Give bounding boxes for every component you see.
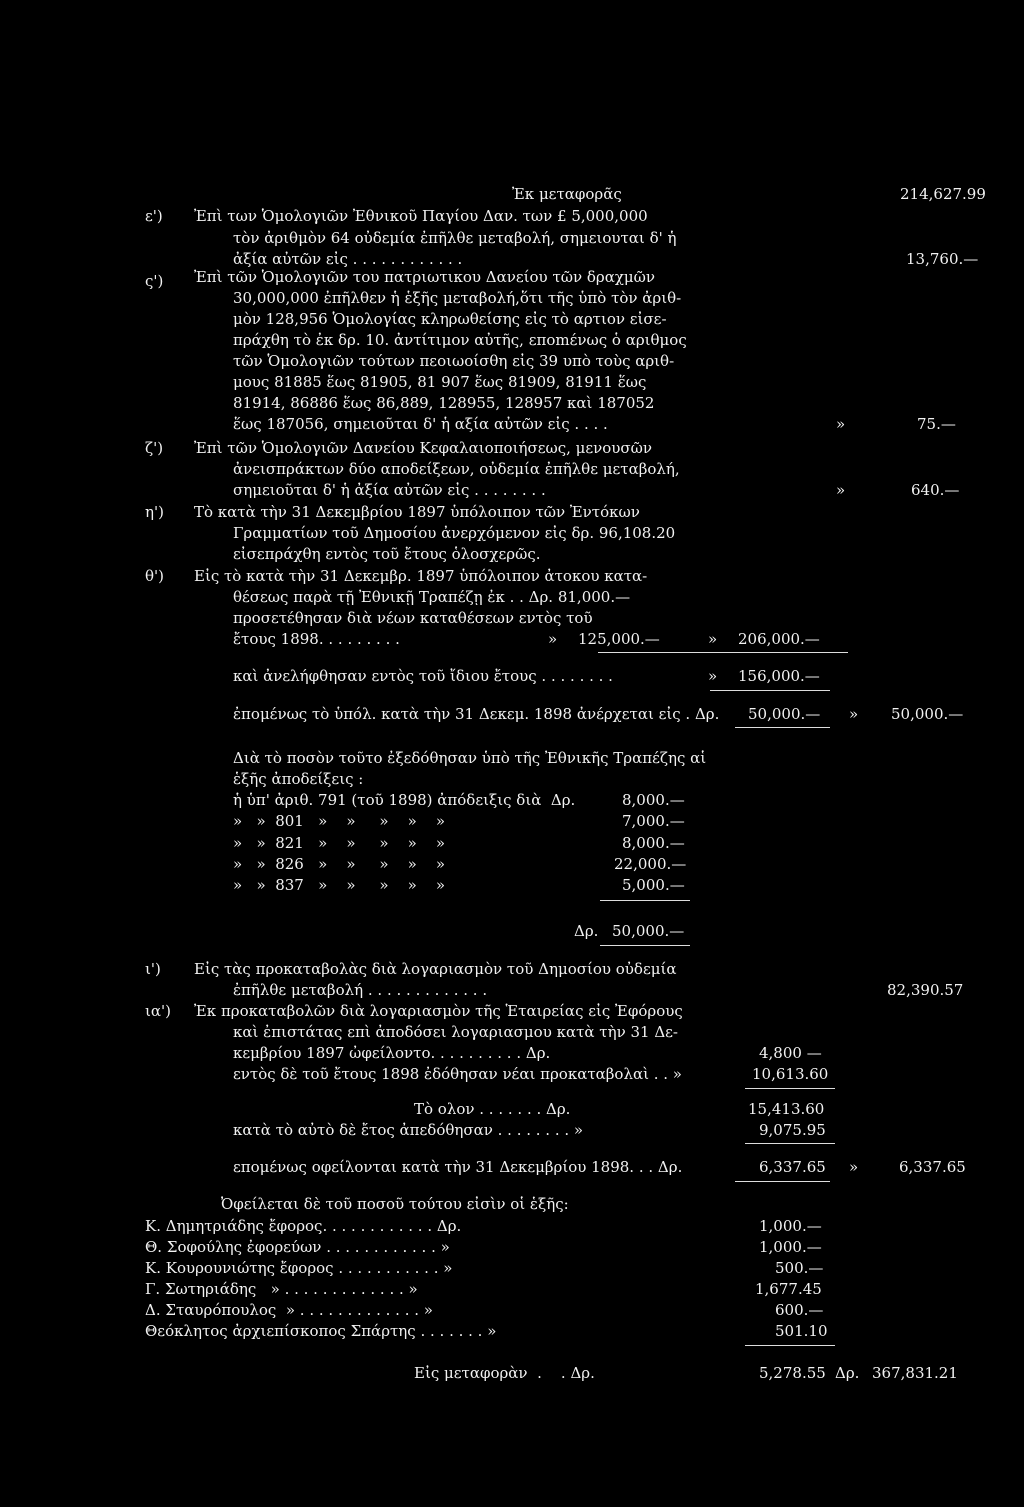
item-ia-v2: 10,613.60 (752, 1065, 829, 1083)
item-st-value: 75.— (917, 415, 956, 433)
debtor-row: Κ. Δημητριάδης ἔφορος. . . . . . . . . . . . Δρ. (145, 1217, 462, 1235)
item-z-prefix: » (836, 481, 846, 499)
rule-debtors (745, 1345, 835, 1346)
item-th-line2: θέσεως παρὰ τῇ Ἐθνικῇ Τραπέζῃ ἐκ . . Δρ. 81,000.— (233, 588, 631, 606)
rule-th (598, 652, 848, 653)
item-h-line1: Τὸ κατὰ τὴν 31 Δεκεμβρίου 1897 ὑπόλοιπον τῶν Ἐντόκων (194, 503, 640, 521)
item-st-line7: 81914, 86886 ἕως 86,889, 128955, 128957 καὶ 187052 (233, 394, 655, 412)
item-ia-line4: εντὸς δὲ τοῦ ἔτους 1898 ἐδόθησαν νέαι προκαταβολαὶ . . » (233, 1065, 682, 1083)
footer-prefix: Δρ. (835, 1364, 860, 1382)
carry-forward-label: Ἐκ μεταφορᾶς (512, 185, 622, 203)
receipt-row: » » 821 » » » » » (233, 834, 446, 852)
item-st-line2: 30,000,000 ἐπῆλθεν ἡ ἑξῆς μεταβολή,ὅτι τῆς ὑπὸ τὸν ἀριθ- (233, 289, 682, 307)
item-th-line1: Εἰς τὸ κατὰ τὴν 31 Δεκεμβρ. 1897 ὑπόλοιπον ἀτοκου κατα- (194, 567, 648, 585)
debtor-row: Κ. Κουρουνιώτης ἔφορος . . . . . . . . . . . » (145, 1259, 453, 1277)
carry-forward-value: 214,627.99 (900, 185, 986, 203)
item-i-line2: ἐπῆλθε μεταβολή . . . . . . . . . . . . . (233, 981, 488, 999)
item-e-line3: ἀξία αὐτῶν εἰς . . . . . . . . . . . . (233, 250, 463, 268)
total-owed-text: επομένως οφείλονται κατὰ τὴν 31 Δεκεμβρίου 1898. . . Δρ. (233, 1158, 683, 1176)
receipts-intro-1: Διὰ τὸ ποσὸν τοῦτο ἐξεδόθησαν ὑπὸ τῆς Ἐθνικῆς Τραπέζης αἱ (233, 749, 707, 767)
debtor-row: Θεόκλητος ἀρχιεπίσκοπος Σπάρτης . . . . . . . » (145, 1322, 497, 1340)
receipt-row: » » 801 » » » » » (233, 812, 446, 830)
rule-remainder (735, 727, 830, 728)
item-marker-th: θ') (145, 567, 165, 585)
receipt-row-value: 7,000.— (622, 812, 685, 830)
rule-totals (745, 1143, 835, 1144)
total-owed-total: 6,337.65 (899, 1158, 966, 1176)
item-h-line3: εἰσεπράχθη εντὸς τοῦ ἔτους ὁλοσχερῶς. (233, 545, 541, 563)
debtor-value: 1,000.— (759, 1238, 822, 1256)
item-th-line3: προσετέθησαν διὰ νέων καταθέσεων εντὸς τοῦ (233, 609, 593, 627)
item-e-line1: Ἐπὶ των Ὁμολογιῶν Ἐθνικοῦ Παγίου Δαν. των £ 5,000,000 (194, 207, 648, 225)
remainder-prefix: » (849, 705, 859, 723)
receipt-row-value: 22,000.— (614, 855, 687, 873)
item-th-line4: ἔτους 1898. . . . . . . . . (233, 630, 400, 648)
item-ia-line3: κεμβρίου 1897 ὠφείλοντο. . . . . . . . . . Δρ. (233, 1044, 551, 1062)
item-th-mid-prefix: » (548, 630, 558, 648)
receipts-intro-2: ἑξῆς ἀποδείξεις : (233, 770, 364, 788)
item-st-line6: μους 81885 ἕως 81905, 81 907 ἕως 81909, 81911 ἕως (233, 373, 647, 391)
withdrawn-text: καὶ ἀνελήφθησαν εντὸς τοῦ ἴδιου ἔτους . . . . . . . . (233, 667, 613, 685)
item-i-value: 82,390.57 (887, 981, 964, 999)
item-th-sum-value: 206,000.— (738, 630, 820, 648)
total-owed-value: 6,337.65 (759, 1158, 826, 1176)
rule-receipts (600, 900, 690, 901)
item-z-value: 640.— (911, 481, 960, 499)
debtor-row: Γ. Σωτηριάδης » . . . . . . . . . . . . . » (145, 1280, 418, 1298)
item-i-line1: Εἰς τὰς προκαταβολὰς διὰ λογαριασμὸν τοῦ Δημοσίου οὐδεμία (194, 960, 677, 978)
debtor-row: Θ. Σοφούλης ἐφορεύων . . . . . . . . . . . . » (145, 1238, 450, 1256)
receipt-row: » » 837 » » » » » (233, 876, 446, 894)
rule-ia (745, 1088, 835, 1089)
item-ia-v1: 4,800 — (759, 1044, 822, 1062)
total-all-value: 15,413.60 (748, 1100, 825, 1118)
item-h-line2: Γραμματίων τοῦ Δημοσίου ἀνερχόμενον εἰς δρ. 96,108.20 (233, 524, 676, 542)
receipt-row: » » 826 » » » » » (233, 855, 446, 873)
receipt-row: ἡ ὑπ' ἀριθ. 791 (τοῦ 1898) ἀπόδειξις διὰ Δρ. (233, 791, 576, 809)
item-st-line1: Ἐπὶ τῶν Ὁμολογιῶν του πατριωτικου Δανείου τῶν δραχμῶν (194, 268, 656, 286)
item-ia-line1: Ἐκ προκαταβολῶν διὰ λογαριασμὸν τῆς Ἑταιρείας εἰς Ἐφόρους (194, 1002, 683, 1020)
item-e-line2: τὸν ἀριθμὸν 64 οὐδεμία ἐπῆλθε μεταβολή, σημειουται δ' ἡ (233, 229, 677, 247)
total-owed-prefix: » (849, 1158, 859, 1176)
item-marker-ia: ια') (145, 1002, 171, 1020)
footer-text: Εἰς μεταφορὰν . . Δρ. (414, 1364, 595, 1382)
item-marker-z: ζ') (145, 439, 164, 457)
debtor-value: 1,677.45 (755, 1280, 822, 1298)
receipt-row-value: 8,000.— (622, 834, 685, 852)
item-st-line3: μὸν 128,956 Ὁμολογίας κληρωθείσης εἰς τὸ αρτιον εἰσε- (233, 310, 667, 328)
withdrawn-prefix: » (708, 667, 718, 685)
debtor-row: Δ. Σταυρόπουλος » . . . . . . . . . . . . . » (145, 1301, 433, 1319)
receipts-total-value: 50,000.— (612, 922, 685, 940)
item-z-line3: σημειοῦται δ' ἡ ἀξία αὐτῶν εἰς . . . . . . . . (233, 481, 546, 499)
remainder-value: 50,000.— (748, 705, 821, 723)
debtor-value: 600.— (775, 1301, 824, 1319)
total-repaid-text: κατὰ τὸ αὐτὸ δὲ ἔτος ἀπεδόθησαν . . . . . . . . » (233, 1121, 584, 1139)
item-st-line5: τῶν Ὁμολογιῶν τούτων πεοιωοίσθη εἰς 39 υπὸ τοὺς αριθ- (233, 352, 675, 370)
total-all-text: Τὸ ολον . . . . . . . Δρ. (414, 1100, 571, 1118)
rule-receipts-total (600, 945, 690, 946)
debtor-value: 1,000.— (759, 1217, 822, 1235)
item-ia-line2: καὶ ἐπιστάτας επὶ ἀποδόσει λογαριασμου κατὰ τὴν 31 Δε- (233, 1023, 678, 1041)
receipt-row-value: 5,000.— (622, 876, 685, 894)
item-marker-e: ε') (145, 207, 163, 225)
rule-withdrawn (710, 690, 830, 691)
debtor-value: 500.— (775, 1259, 824, 1277)
item-st-prefix: » (836, 415, 846, 433)
item-z-line1: Ἐπὶ τῶν Ὁμολογιῶν Δανείου Κεφαλαιοποιήσεως, μενουσῶν (194, 439, 653, 457)
debtor-value: 501.10 (775, 1322, 828, 1340)
item-z-line2: ἀνεισπράκτων δύο αποδείξεων, οὐδεμία ἐπῆλθε μεταβολή, (233, 460, 680, 478)
total-repaid-value: 9,075.95 (759, 1121, 826, 1139)
footer-total: 367,831.21 (872, 1364, 958, 1382)
item-marker-h: η') (145, 503, 164, 521)
item-th-mid-value: 125,000.— (578, 630, 660, 648)
debtors-intro: Ὀφείλεται δὲ τοῦ ποσοῦ τούτου εἰσὶν οἱ ἑξῆς: (221, 1195, 569, 1213)
item-e-value: 13,760.— (906, 250, 979, 268)
footer-value: 5,278.55 (759, 1364, 826, 1382)
rule-owed (735, 1181, 830, 1182)
item-st-line4: πράχθη τὸ ἐκ δρ. 10. ἀντίτιμον αὐτῆς, εποmένως ὁ αριθμος (233, 331, 687, 349)
item-st-line8: ἕως 187056, σημειοῦται δ' ἡ αξία αὐτῶν εἰς . . . . (233, 415, 608, 433)
item-marker-i: ι') (145, 960, 161, 978)
receipt-row-value: 8,000.— (622, 791, 685, 809)
item-th-sum-prefix: » (708, 630, 718, 648)
withdrawn-value: 156,000.— (738, 667, 820, 685)
remainder-text: ἐπομένως τὸ ὑπόλ. κατὰ τὴν 31 Δεκεμ. 1898 ἀνέρχεται εἰς . Δρ. (233, 705, 720, 723)
remainder-total: 50,000.— (891, 705, 964, 723)
receipts-total-prefix: Δρ. (574, 922, 599, 940)
item-marker-st: ς') (145, 272, 164, 290)
